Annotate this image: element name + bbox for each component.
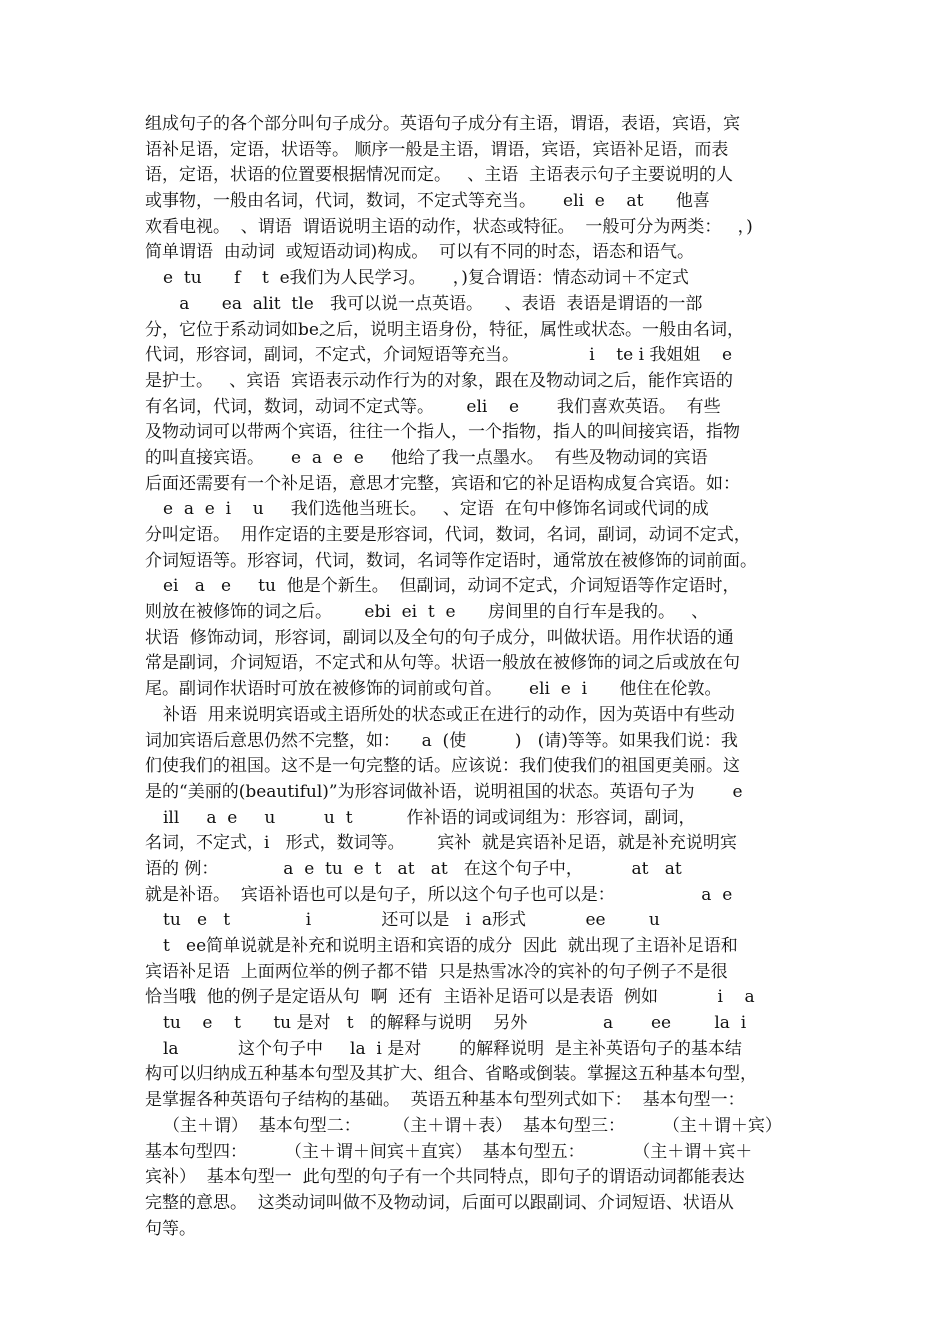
text-line: 组成句子的各个部分叫句子成分。英语句子成分有主语，谓语，表语，宾语，宾 <box>145 114 740 134</box>
text-line: e tu f t e我们为人民学习。 ，)复合谓语：情态动词＋不定式 <box>163 268 689 289</box>
text-line: 是护士。 、宾语 宾语表示动作行为的对象，跟在及物动词之后，能作宾语的 <box>145 370 734 391</box>
text-line: 分叫定语。 用作定语的主要是形容词，代词，数词，名词，副词，动词不定式， <box>145 525 751 545</box>
text-line: 语补足语，定语，状语等。 顺序一般是主语，谓语，宾语，宾语补足语，而表 <box>145 139 729 160</box>
text-line: 分，它位于系动词如be之后，说明主语身份，特征，属性或状态。一般由名词， <box>145 319 744 340</box>
text-line: 是的“美丽的(beautiful)”为形容词做补语，说明祖国的状态。英语句子为 e <box>145 781 743 802</box>
body-text <box>145 112 815 1242</box>
text-line: 词加宾语后意思仍然不完整，如： a (使 ) (请)等等。如果我们说：我 <box>145 730 738 751</box>
text-line: tu e t i 还可以是 i a形式 ee u <box>163 910 660 931</box>
text-line: 的叫直接宾语。 e a e e 他给了我一点墨水。 有些及物动词的宾语 <box>145 447 708 468</box>
text-line: 宾补） 基本句型一 此句型的句子有一个共同特点，即句子的谓语动词都能表达 <box>145 1167 745 1188</box>
text-line: a ea alit tle 我可以说一点英语。 、表语 表语是谓语的一部 <box>163 293 703 314</box>
text-line: 完整的意思。 这类动词叫做不及物动词，后面可以跟副词、介词短语、状语从 <box>145 1192 734 1213</box>
text-line: 是掌握各种英语句子结构的基础。 英语五种基本句型列式如下： 基本句型一： <box>145 1090 745 1111</box>
text-line: 介词短语等。形容词，代词，数词，名词等作定语时，通常放在被修饰的词前面。 <box>145 550 757 571</box>
text-line: 语的 例： a e tu e t at at 在这个句子中， at at <box>145 858 682 879</box>
text-line: 有名词，代词，数词，动词不定式等。 eli e 我们喜欢英语。 有些 <box>145 396 721 417</box>
text-line: e a e i u 我们选他当班长。 、定语 在句中修饰名词或代词的成 <box>163 499 709 520</box>
text-line: tu e t tu 是对 t 的解释与说明 另外 a ee la i <box>163 1013 747 1034</box>
text-line: 构可以归纳成五种基本句型及其扩大、组合、省略或倒装。掌握这五种基本句型， <box>145 1064 757 1085</box>
text-line: 状语 修饰动词，形容词，副词以及全句的句子成分，叫做状语。用作状语的通 <box>145 627 734 648</box>
text-line: 句等。 <box>145 1218 196 1239</box>
text-line: 及物动词可以带两个宾语，往往一个指人，一个指物，指人的叫间接宾语，指物 <box>145 422 740 443</box>
text-line: 就是补语。 宾语补语也可以是句子，所以这个句子也可以是： a e <box>145 884 733 905</box>
text-line: ei a e tu 他是个新生。 但副词，动词不定式，介词短语等作定语时， <box>163 576 740 597</box>
text-line: 欢看电视。 、谓语 谓语说明主语的动作，状态或特征。 一般可分为两类： ，) <box>145 216 753 237</box>
text-line: 尾。副词作状语时可放在被修饰的词前或句首。 eli e i 他住在伦敦。 <box>145 679 722 700</box>
text-line: 或事物，一般由名词，代词，数词，不定式等充当。 eli e at 他喜 <box>145 191 710 212</box>
text-line: 补语 用来说明宾语或主语所处的状态或正在进行的动作，因为英语中有些动 <box>163 704 735 725</box>
text-line: 后面还需要有一个补足语，意思才完整，宾语和它的补足语构成复合宾语。如： <box>145 473 740 494</box>
text-line: 代词，形容词，副词，不定式，介词短语等充当。 i te i 我姐姐 e <box>145 345 733 366</box>
text-line: 语，定语，状语的位置要根据情况而定。 、主语 主语表示句子主要说明的人 <box>145 165 734 186</box>
text-line: la 这个句子中 la i 是对 的解释说明 是主补英语句子的基本结 <box>163 1038 742 1059</box>
text-line: 常是副词，介词短语，不定式和从句等。状语一般放在被修饰的词之后或放在句 <box>145 653 740 674</box>
text-line: 恰当哦 他的例子是定语从句 啊 还有 主语补足语可以是表语 例如 i a <box>145 987 755 1008</box>
text-line: 宾语补足语 上面两位举的例子都不错 只是热雪冰冷的宾补的句子例子不是很 <box>145 961 728 982</box>
text-line: （主＋谓） 基本句型二： （主＋谓＋表） 基本句型三： （主＋谓＋宾） <box>163 1115 782 1136</box>
text-line: 们使我们的祖国。这不是一句完整的话。应该说：我们使我们的祖国更美丽。这 <box>145 756 740 777</box>
text-line: 则放在被修饰的词之后。 ebi ei t e 房间里的自行车是我的。 、 <box>145 602 709 623</box>
text-line: 名词，不定式，i 形式，数词等。 宾补 就是宾语补足语，就是补充说明宾 <box>145 833 737 854</box>
text-line: t ee简单说就是补充和说明主语和宾语的成分 因此 就出现了主语补足语和 <box>163 936 738 956</box>
text-line: 简单谓语 由动词 或短语动词)构成。 可以有不同的时态，语态和语气。 <box>145 242 695 263</box>
text-line: 基本句型四： （主＋谓＋间宾＋直宾） 基本句型五： （主＋谓＋宾＋ <box>145 1141 753 1162</box>
text-line: ill a e u u t 作补语的词或词组为：形容词，副词， <box>163 807 696 828</box>
